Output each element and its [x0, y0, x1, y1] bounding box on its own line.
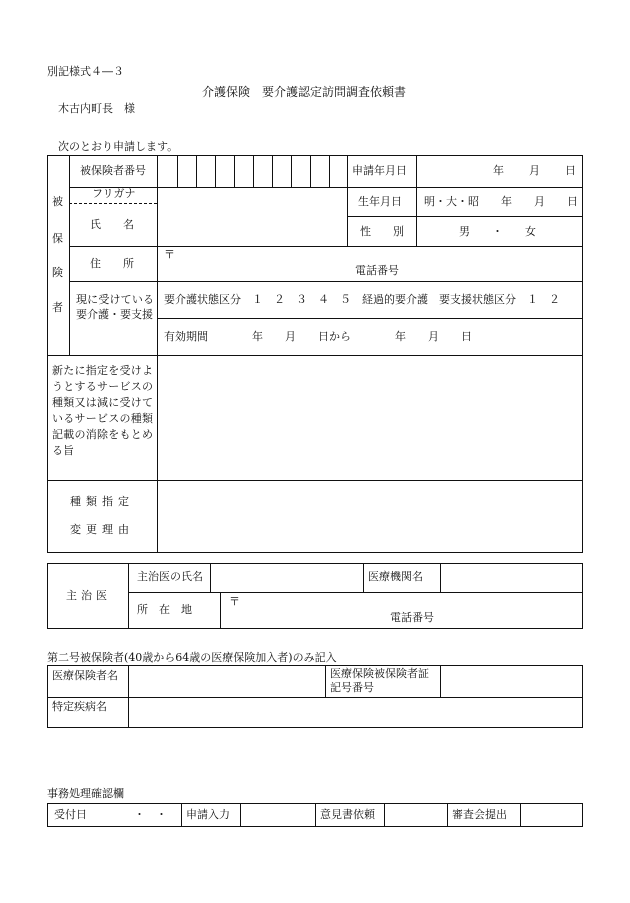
insured-number-label: 被保険者番号 [80, 164, 146, 177]
received-label: 受付日 [54, 808, 87, 821]
application-date-value: 年 月 日 [493, 164, 577, 177]
change-reason-field[interactable] [158, 481, 582, 552]
furigana-field[interactable] [158, 188, 346, 202]
addressee: 木古内町長 様 [58, 102, 135, 115]
disease-label: 特定疾病名 [52, 700, 107, 713]
input-check-field[interactable] [241, 804, 314, 826]
card-number-label: 医療保険被保険者証記号番号 [330, 667, 429, 694]
sex-label: 性 別 [360, 225, 404, 238]
birthdate-label: 生年月日 [358, 195, 402, 208]
care-level-text: 要介護状態区分 １ ２ ３ ４ ５ 経過的要介護 要支援状態区分 １ ２ [164, 293, 560, 306]
current-care-label: 現に受けている要介護・要支援 [76, 293, 154, 321]
insurer-name-label: 医療保険者名 [52, 669, 118, 682]
input-label: 申請入力 [186, 808, 230, 821]
service-request-label: 新たに指定を受けようとするサービスの種類又は減に受けているサービスの種類記載の消除をもとめる旨 [52, 364, 153, 457]
phone-label: 電話番号 [355, 264, 399, 277]
insurer-name-field[interactable] [129, 666, 324, 696]
furigana-label: フリガナ [92, 187, 136, 200]
form-number: 別記様式４―３ [47, 65, 124, 78]
received-value: ・ ・ [134, 808, 167, 821]
doctor-postal-mark: 〒 [229, 595, 240, 608]
service-request-field[interactable] [158, 356, 582, 479]
change-reason-label-1: 種類指定 [70, 495, 134, 508]
request-text: 次のとおり申請します。 [58, 140, 179, 153]
doctor-name-field[interactable] [211, 564, 362, 591]
birthdate-value: 明・大・昭 年 月 日 [424, 195, 578, 208]
postal-mark: 〒 [164, 248, 175, 261]
institution-field[interactable] [441, 564, 582, 591]
second-insured-heading: 第二号被保険者(40歳から64歳の医療保険加入者)のみ記入 [47, 651, 337, 664]
office-heading: 事務処理確認欄 [47, 787, 124, 800]
disease-field[interactable] [129, 698, 582, 727]
application-date-label: 申請年月日 [352, 164, 407, 177]
address-label: 住 所 [90, 257, 134, 270]
address-field[interactable] [175, 247, 575, 280]
insured-side-label-4: 者 [52, 301, 63, 314]
change-reason-label-2: 変更理由 [70, 523, 134, 536]
card-number-field[interactable] [441, 666, 582, 696]
opinion-label: 意見書依頼 [320, 808, 375, 821]
insured-side-label-3: 険 [52, 266, 63, 279]
review-check-field[interactable] [521, 804, 582, 826]
name-field[interactable] [158, 204, 346, 245]
name-label: 氏 名 [90, 218, 134, 231]
insured-side-label-1: 被 [52, 195, 63, 208]
doctor-phone-label: 電話番号 [390, 611, 434, 624]
doctor-location-field[interactable] [240, 593, 580, 628]
institution-label: 医療機関名 [368, 570, 423, 583]
review-label: 審査会提出 [452, 808, 507, 821]
insured-side-label-2: 保 [52, 232, 63, 245]
doctor-name-label: 主治医の氏名 [137, 570, 203, 583]
sex-value: 男 ・ 女 [459, 225, 536, 238]
insured-number-field[interactable] [158, 156, 346, 186]
opinion-check-field[interactable] [385, 804, 446, 826]
form-title: 介護保険 要介護認定訪問調査依頼書 [202, 85, 407, 99]
doctor-label: 主治医 [66, 589, 111, 602]
validity-text: 有効期間 年 月 日から 年 月 日 [164, 330, 472, 343]
doctor-location-label: 所 在 地 [137, 603, 192, 616]
